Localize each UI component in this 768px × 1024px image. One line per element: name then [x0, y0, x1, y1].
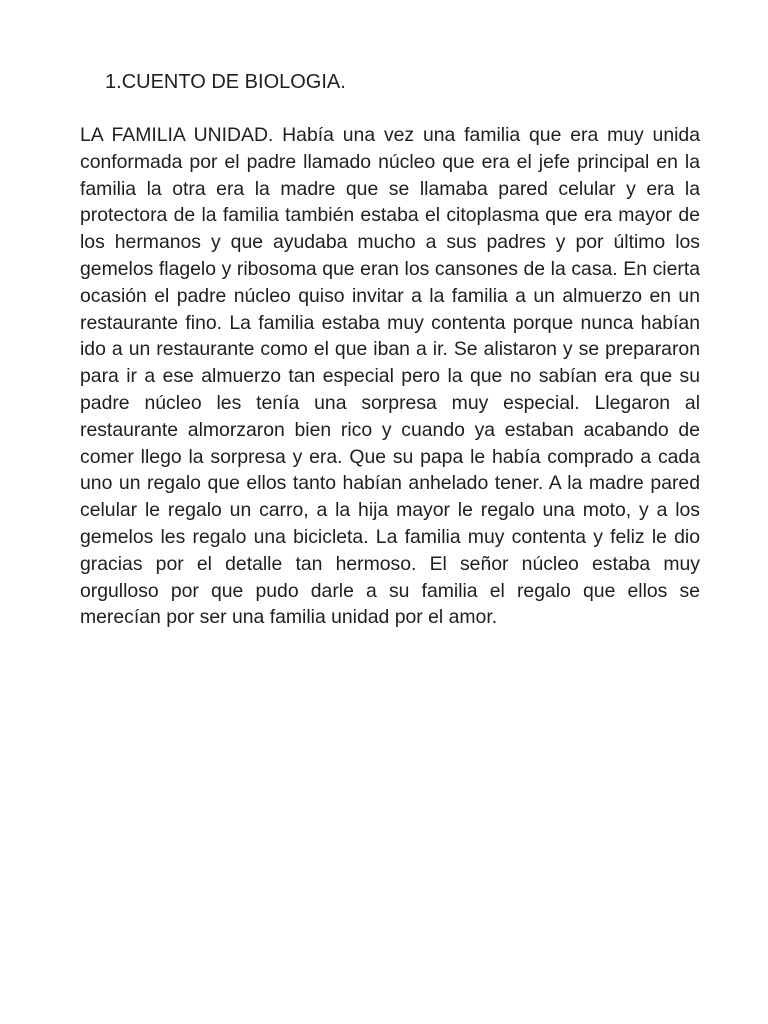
document-heading	[105, 68, 346, 96]
heading-text: CUENTO DE BIOLOGIA.	[121, 71, 346, 93]
story-paragraph: LA FAMILIA UNIDAD. Había una vez una familia que era muy unida conformada por el padre llamado núcleo que era el jefe principal en la familia la otra era la madre que se llamaba pared celular y era la protectora de la familia también estaba el citoplasma que era mayor de los hermanos y que ayudaba mucho a sus padres y por último los gemelos flagelo y ribosoma que eran los cansones de la casa. En cierta ocasión el padre núcleo quiso invitar a la familia a un almuerzo en un restaurante fino. La familia estaba muy contenta porque nunca habían ido a un restaurante como el que iban a ir. Se alistaron y se prepararon para ir a ese almuerzo tan especial pero la que no sabían era que su padre núcleo les tenía una sorpresa muy especial. Llegaron al restaurante almorzaron bien rico y cuando ya estaban acabando de comer llego la sorpresa y era. Que su papa le había comprado a cada uno un regalo que ellos tanto habían anhelado tener. A la madre pared celular le regalo un carro, a la hija mayor le regalo una moto, y a los gemelos les regalo una bicicleta. La familia muy contenta y feliz le dio gracias por el detalle tan hermoso. El señor núcleo estaba muy orgulloso por que pudo darle a su familia el regalo que ellos se merecían por ser una familia unidad por el amor.	[80, 124, 700, 629]
heading-number: 1.	[105, 71, 122, 93]
